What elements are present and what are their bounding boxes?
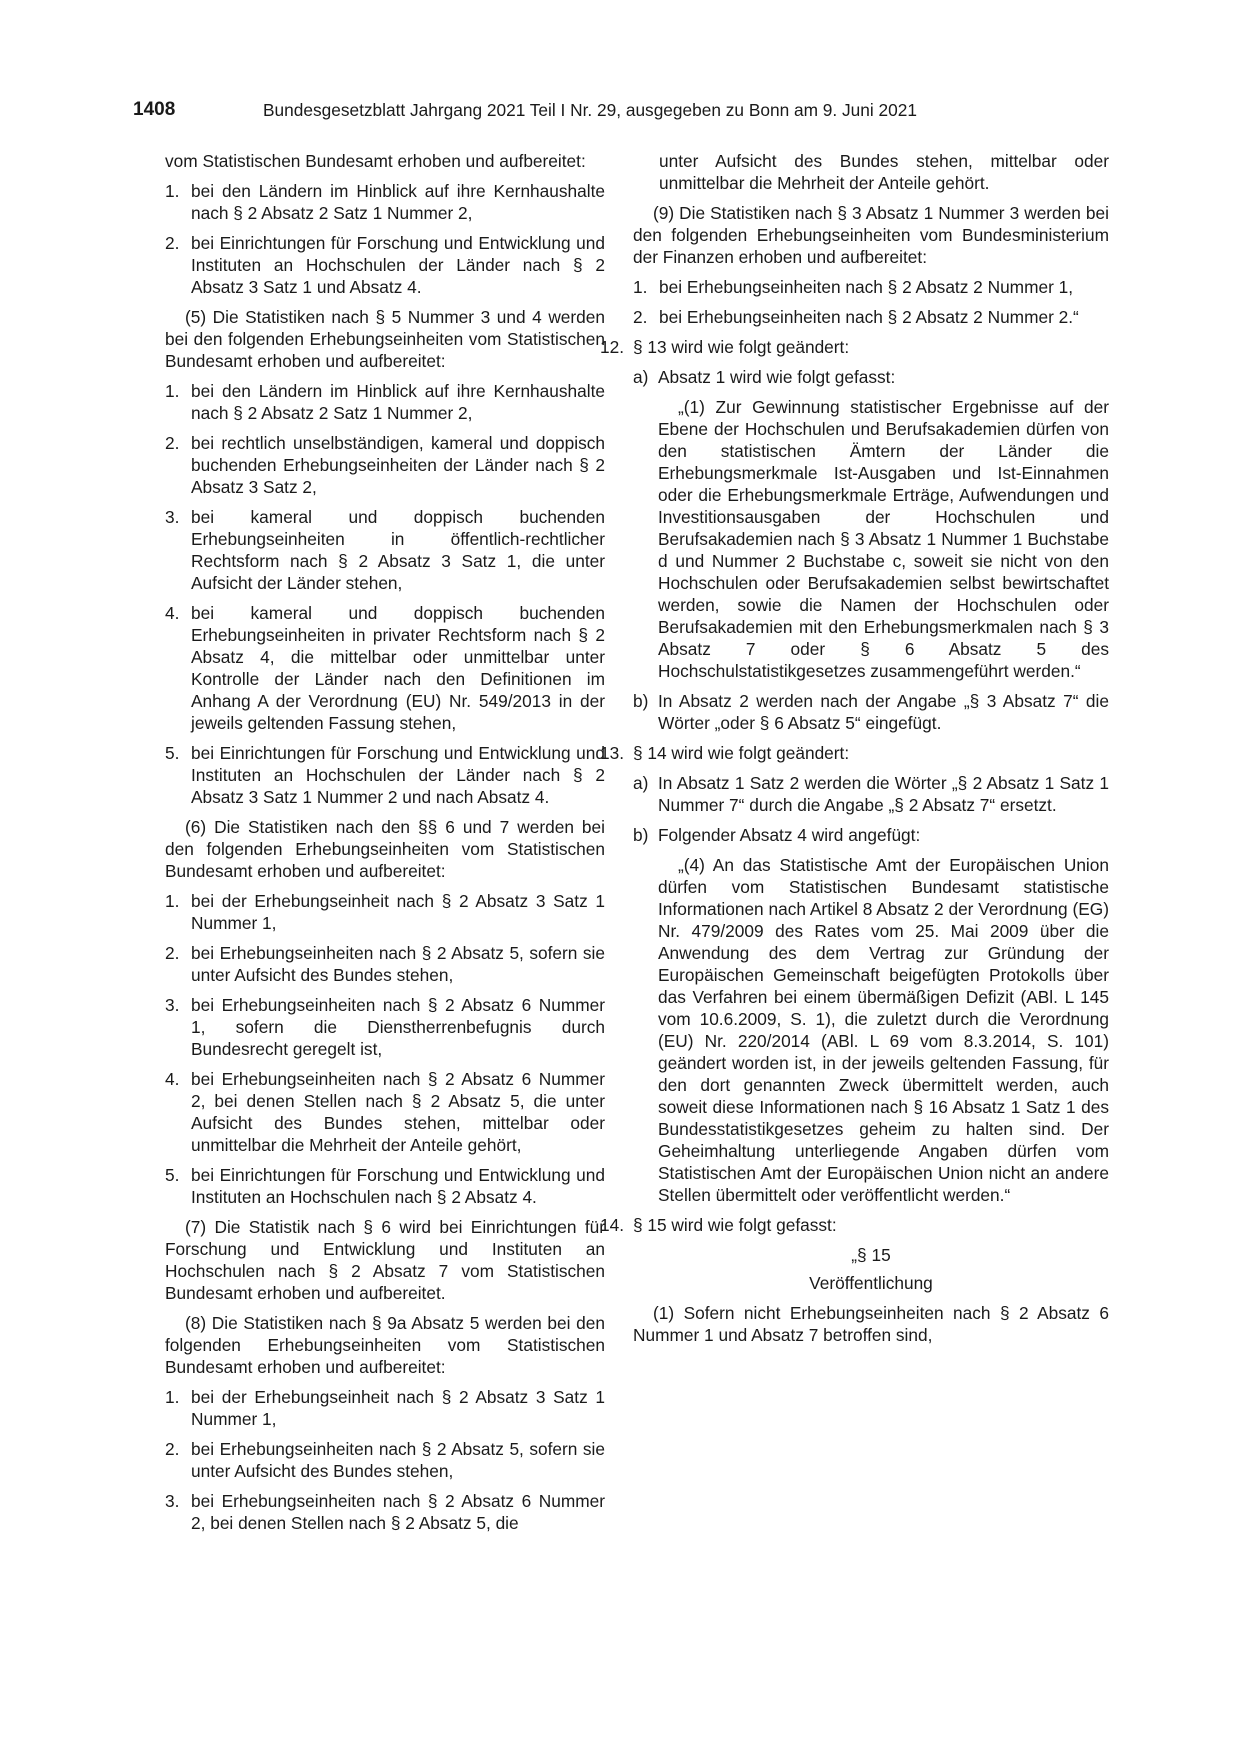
page-header [133, 99, 1115, 125]
section-paragraph-1: (1) Sofern nicht Erhebungseinheiten nach § 2 Absatz 6 Nummer 1 und Absatz 7 betroffen sind, [633, 1303, 1109, 1345]
list-number: 1. [165, 1387, 180, 1407]
amendment-text: § 15 wird wie folgt gefasst: [633, 1215, 837, 1235]
intro-paragraph: vom Statistischen Bundesamt erhoben und aufbereitet: [165, 151, 586, 171]
list-text: bei Erhebungseinheiten nach § 2 Absatz 6 Nummer 2, bei denen Stellen nach § 2 Absatz 5, die [191, 1491, 605, 1533]
amendment-number: 12. [600, 337, 625, 357]
list-number: 1. [633, 277, 648, 297]
section-heading: „§ 15 [851, 1245, 891, 1265]
list-text: bei der Erhebungseinheit nach § 2 Absatz 3 Satz 1 Nummer 1, [191, 1387, 605, 1429]
list-text: bei kameral und doppisch buchenden Erhebungseinheiten in öffentlich-rechtlicher Rechtsform nach § 2 Absatz 3 Satz 1, die unter Aufsicht der Länder stehen, [191, 507, 605, 593]
list-number: 5. [165, 1165, 180, 1185]
list-number: 3. [165, 995, 180, 1015]
list-number: 1. [165, 381, 180, 401]
amendment-subitem-12b [600, 690, 1109, 734]
list-number: 3. [165, 1491, 180, 1511]
amendment-number: 14. [600, 1215, 625, 1235]
list-item [165, 942, 605, 986]
list-number: 1. [165, 181, 180, 201]
running-title: Bundesgesetzblatt Jahrgang 2021 Teil I Nr. 29, ausgegeben zu Bonn am 9. Juni 2021 [263, 100, 917, 120]
list-text: bei den Ländern im Hinblick auf ihre Kernhaushalte nach § 2 Absatz 2 Satz 1 Nummer 2, [191, 181, 605, 223]
list-item [165, 506, 605, 594]
list-item [165, 1068, 605, 1156]
list-number: 2. [165, 233, 180, 253]
list-text: bei Erhebungseinheiten nach § 2 Absatz 2 Nummer 1, [659, 277, 1074, 297]
list-item [633, 306, 1109, 328]
subitem-letter: a) [633, 367, 649, 387]
list-number: 1. [165, 891, 180, 911]
subitem-text: Absatz 1 wird wie folgt gefasst: [658, 367, 896, 387]
list-item [165, 994, 605, 1060]
list-item [165, 1490, 605, 1534]
list-text: bei Erhebungseinheiten nach § 2 Absatz 6 Nummer 2, bei denen Stellen nach § 2 Absatz 5, die unter Aufsicht des Bundes stehen, mittelbar oder unmittelbar die Mehrheit der Anteile gehört, [191, 1069, 605, 1155]
paragraph-8: (8) Die Statistiken nach § 9a Absatz 5 werden bei den folgenden Erhebungseinheiten vom Statistischen Bundesamt erhoben und aufbereitet: [165, 1313, 605, 1377]
list-number: 2. [165, 1439, 180, 1459]
paragraph-5: (5) Die Statistiken nach § 5 Nummer 3 und 4 werden bei den folgenden Erhebungseinheiten vom Statistischen Bundesamt erhoben und aufbereitet: [165, 307, 605, 371]
list-item [165, 1164, 605, 1208]
left-column [165, 150, 605, 1534]
list-number: 4. [165, 1069, 180, 1089]
subitem-letter: b) [633, 691, 649, 711]
subitem-letter: a) [633, 773, 649, 793]
list-item [165, 432, 605, 498]
amendment-item-13 [600, 742, 1109, 764]
amendment-subitem-12a [600, 366, 1109, 388]
subitem-text: In Absatz 1 Satz 2 werden die Wörter „§ 2 Absatz 1 Satz 1 Nummer 7“ durch die Angabe „§ 2 Absatz 7“ ersetzt. [658, 773, 1109, 815]
list-number: 2. [165, 943, 180, 963]
subitem-text: Folgender Absatz 4 wird angefügt: [658, 825, 921, 845]
list-text: bei Einrichtungen für Forschung und Entwicklung und Instituten an Hochschulen der Länder nach § 2 Absatz 3 Satz 1 und Absatz 4. [191, 233, 605, 297]
list-text: bei Erhebungseinheiten nach § 2 Absatz 5, sofern sie unter Aufsicht des Bundes stehen, [191, 1439, 605, 1481]
list-item [633, 276, 1109, 298]
list-item [165, 380, 605, 424]
list-text: bei kameral und doppisch buchenden Erhebungseinheiten in privater Rechtsform nach § 2 Absatz 4, die mittelbar oder unmittelbar unter Kontrolle der Länder nach den Definitionen im Anhang A der Verordnung (EU) Nr. 549/2013 in der jeweils geltenden Fassung stehen, [191, 603, 605, 733]
section-title: Veröffentlichung [809, 1273, 933, 1293]
paragraph-6: (6) Die Statistiken nach den §§ 6 und 7 werden bei den folgenden Erhebungseinheiten vom Statistischen Bundesamt erhoben und aufbereitet: [165, 817, 605, 881]
list-item [165, 180, 605, 224]
amendment-text: § 14 wird wie folgt geändert: [633, 743, 850, 763]
list-text: bei rechtlich unselbständigen, kameral und doppisch buchenden Erhebungseinheiten der Länder nach § 2 Absatz 3 Satz 2, [191, 433, 605, 497]
page-number: 1408 [133, 99, 176, 120]
paragraph-9: (9) Die Statistiken nach § 3 Absatz 1 Nummer 3 werden bei den folgenden Erhebungseinheiten vom Bundesministerium der Finanzen erhoben und aufbereitet: [633, 203, 1109, 267]
amendment-item-12 [600, 336, 1109, 358]
amendment-text: § 13 wird wie folgt geändert: [633, 337, 850, 357]
list-number: 4. [165, 603, 180, 623]
list-number: 5. [165, 743, 180, 763]
list-item [165, 232, 605, 298]
list-item [165, 1386, 605, 1430]
quoted-text-13b: „(4) An das Statistische Amt der Europäischen Union dürfen vom Statistischen Bundesamt statistische Informationen nach Artikel 8 Absatz 2 der Verordnung (EG) Nr. 479/2009 des Rates vom 25. Mai 2009 über die Anwendung des dem Vertrag zur Gründung der Europäischen Gemeinschaft beigefügten Protokolls über das Verfahren bei einem übermäßigen Defizit (ABl. L 145 vom 10.6.2009, S. 1), die zuletzt durch die Verordnung (EU) Nr. 220/2014 (ABl. L 69 vom 8.3.2014, S. 101) geändert worden ist, in der jeweils geltenden Fassung, für den dort genannten Zweck übermittelt werden, auch soweit diese Informationen nach § 16 Absatz 1 Satz 1 des Bundesstatistikgesetzes geheim zu halten sind. Der Geheimhaltung unterliegende Angaben dürfen vom Statistischen Amt der Europäischen Union nicht an andere Stellen übermittelt oder veröffentlicht werden.“ [658, 855, 1109, 1205]
right-column [600, 150, 1109, 1346]
list-text: bei der Erhebungseinheit nach § 2 Absatz 3 Satz 1 Nummer 1, [191, 891, 605, 933]
paragraph-7: (7) Die Statistik nach § 6 wird bei Einrichtungen für Forschung und Entwicklung und Instituten an Hochschulen nach § 2 Absatz 7 vom Statistischen Bundesamt erhoben und aufbereitet. [165, 1217, 605, 1303]
list-text: unter Aufsicht des Bundes stehen, mittelbar oder unmittelbar die Mehrheit der Anteile gehört. [659, 151, 1109, 193]
list-text: bei Erhebungseinheiten nach § 2 Absatz 5, sofern sie unter Aufsicht des Bundes stehen, [191, 943, 605, 985]
list-item [165, 890, 605, 934]
list-item [165, 1438, 605, 1482]
list-number: 2. [165, 433, 180, 453]
list-text: bei Einrichtungen für Forschung und Entwicklung und Instituten an Hochschulen nach § 2 Absatz 4. [191, 1165, 605, 1207]
list-item [165, 742, 605, 808]
amendment-subitem-13a [600, 772, 1109, 816]
list-text: bei Einrichtungen für Forschung und Entwicklung und Instituten an Hochschulen der Länder nach § 2 Absatz 3 Satz 1 Nummer 2 und nach Absatz 4. [191, 743, 605, 807]
list-number: 3. [165, 507, 180, 527]
continued-list-text [633, 150, 1109, 194]
quoted-text-12a: „(1) Zur Gewinnung statistischer Ergebnisse auf der Ebene der Hochschulen und Berufsakademien dürfen von den statistischen Ämtern der Länder die Erhebungsmerkmale Ist-Ausgaben und Ist-Einnahmen oder die Erhebungsmerkmale Erträge, Aufwendungen und Investitionsausgaben der Hochschulen und Berufsakademien nach § 3 Absatz 1 Nummer 1 Buchstabe d und Nummer 2 Buchstabe c, soweit sie nicht von den Hochschulen oder Berufsakademien selbst bewirtschaftet werden, sowie die Namen der Hochschulen oder Berufsakademien mit den Erhebungsmerkmalen nach § 3 Absatz 7 oder § 6 Absatz 5 des Hochschulstatistikgesetzes zusammengeführt werden.“ [658, 397, 1109, 681]
list-text: bei den Ländern im Hinblick auf ihre Kernhaushalte nach § 2 Absatz 2 Satz 1 Nummer 2, [191, 381, 605, 423]
list-text: bei Erhebungseinheiten nach § 2 Absatz 6 Nummer 1, sofern die Dienstherrenbefugnis durch Bundesrecht geregelt ist, [191, 995, 605, 1059]
subitem-letter: b) [633, 825, 649, 845]
amendment-number: 13. [600, 743, 625, 763]
list-item [165, 602, 605, 734]
list-text: bei Erhebungseinheiten nach § 2 Absatz 2 Nummer 2.“ [659, 307, 1079, 327]
list-number: 2. [633, 307, 648, 327]
subitem-text: In Absatz 2 werden nach der Angabe „§ 3 Absatz 7“ die Wörter „oder § 6 Absatz 5“ eingefügt. [658, 691, 1109, 733]
amendment-subitem-13b [600, 824, 1109, 846]
amendment-item-14 [600, 1214, 1109, 1236]
